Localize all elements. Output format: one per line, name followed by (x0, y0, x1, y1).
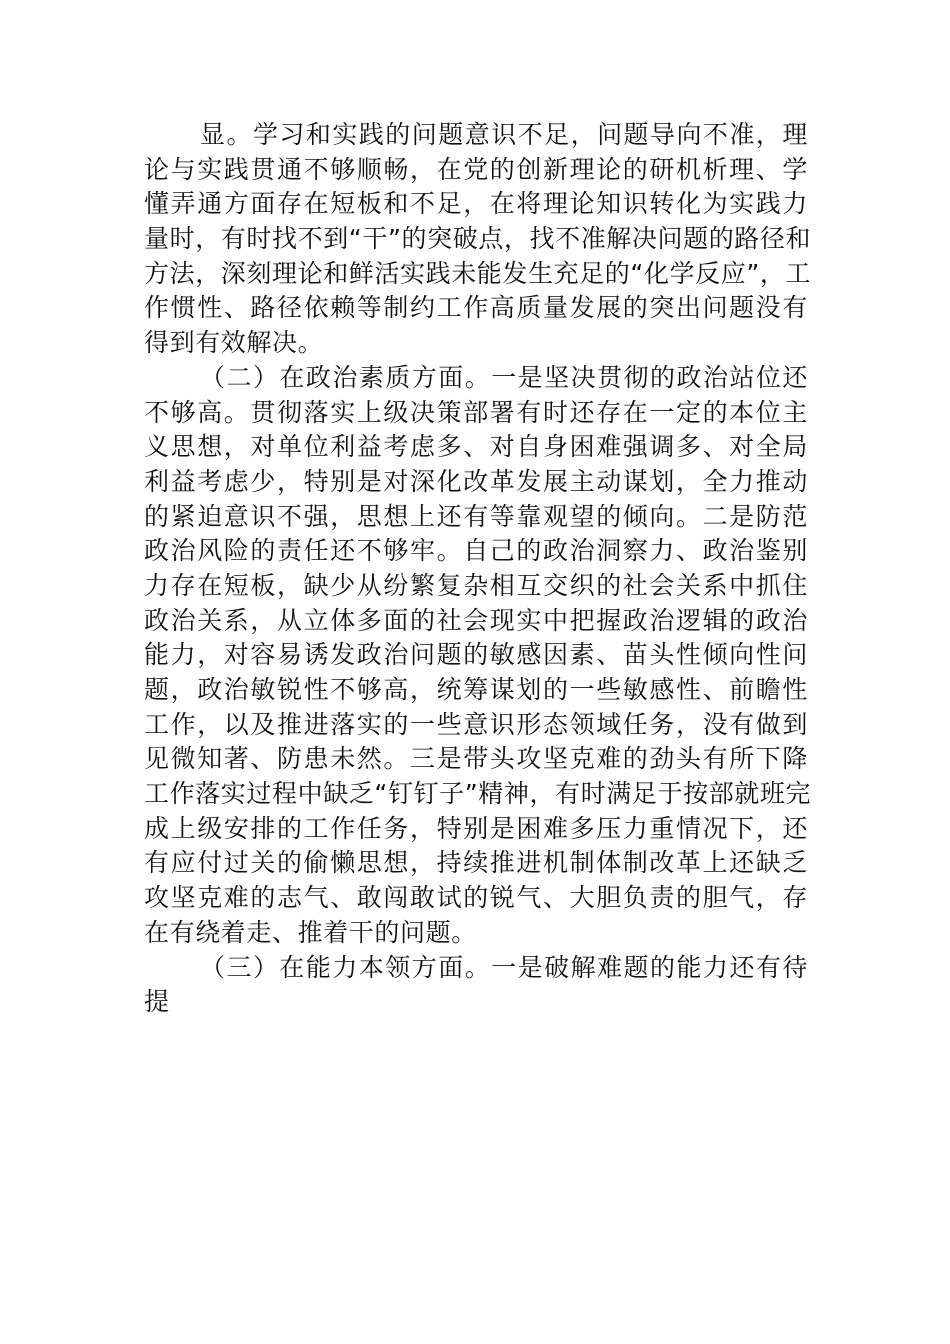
text-line: 懂弄通方面存在短板和不足，在将理论知识转化为实践力 (144, 189, 808, 219)
text-line: 能力，对容易诱发政治问题的敏感因素、苗头性倾向性问 (144, 640, 808, 670)
section-heading-line: （三）在能力本领方面。一是破解难题的能力还有待 (200, 952, 808, 982)
text-line: 义思想，对单位利益考虑多、对自身困难强调多、对全局 (144, 432, 808, 462)
text-line: 工作落实过程中缺乏“钉钉子”精神，有时满足于按部就班完 (144, 779, 812, 809)
text-line: 题，政治敏锐性不够高，统筹谋划的一些敏感性、前瞻性 (144, 675, 808, 704)
text-line: 提 (144, 987, 170, 1017)
document-body (144, 118, 812, 1020)
text-line: 工作，以及推进落实的一些意识形态领域任务，没有做到 (144, 709, 808, 739)
text-line: 政治关系，从立体多面的社会现实中把握政治逻辑的政治 (144, 605, 808, 635)
section-heading-line: （二）在政治素质方面。一是坚决贯彻的政治站位还 (200, 362, 808, 392)
text-line: 见微知著、防患未然。三是带头攻坚克难的劲头有所下降 (144, 744, 808, 774)
text-line: 量时，有时找不到“干”的突破点，找不准解决问题的路径和 (144, 224, 812, 254)
text-line: 攻坚克难的志气、敢闯敢试的锐气、大胆负责的胆气，存 (144, 883, 808, 913)
text-line: 有应付过关的偷懒思想，持续推进机制体制改革上还缺乏 (144, 848, 808, 878)
text-line: 不够高。贯彻落实上级决策部署有时还存在一定的本位主 (144, 397, 808, 427)
text-line: 利益考虑少，特别是对深化改革发展主动谋划，全力推动 (144, 466, 808, 496)
text-line: 力存在短板，缺少从纷繁复杂相互交织的社会关系中抓住 (144, 570, 808, 600)
text-line: 的紧迫意识不强，思想上还有等靠观望的倾向。二是防范 (144, 501, 808, 531)
text-line: 论与实践贯通不够顺畅，在党的创新理论的研机析理、学 (144, 154, 808, 184)
text-line: 政治风险的责任还不够牢。自己的政治洞察力、政治鉴别 (144, 536, 808, 566)
text-line: 成上级安排的工作任务，特别是困难多压力重情况下，还 (144, 813, 808, 843)
text-line: 显。学习和实践的问题意识不足，问题导向不准，理 (200, 120, 808, 149)
text-line: 得到有效解决。 (144, 328, 324, 358)
text-line: 在有绕着走、推着干的问题。 (144, 917, 477, 947)
text-line: 方法，深刻理论和鲜活实践未能发生充足的“化学反应”，工 (144, 258, 812, 288)
text-line: 作惯性、路径依赖等制约工作高质量发展的突出问题没有 (144, 293, 808, 323)
